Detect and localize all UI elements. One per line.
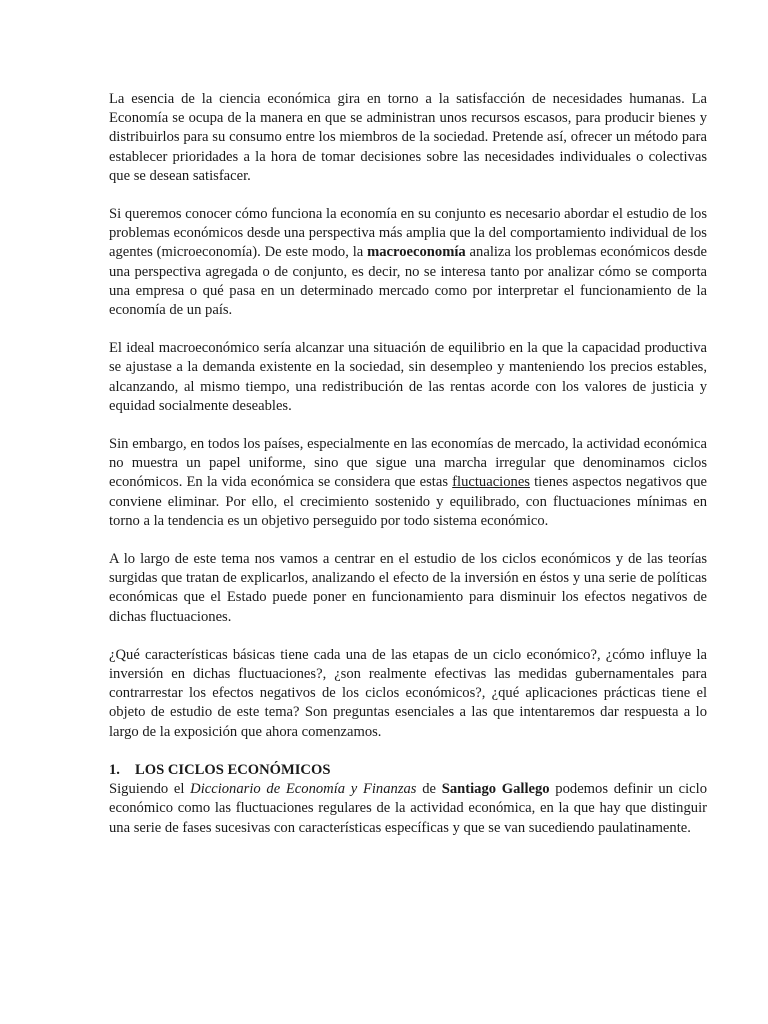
section-heading: [109, 761, 707, 780]
paragraph-intro: [109, 90, 707, 186]
paragraph-topic-scope: [109, 550, 707, 627]
paragraph-fluctuations-text-b: tienes aspectos negativos que conviene eliminar. Por ello, el crecimiento sostenido y equilibrado, con fluctuaciones mínimas en torno a la tendencia es un objetivo perseguido por todo sistema económico.: [109, 474, 708, 529]
paragraph-fluctuations: [109, 435, 707, 531]
document-page: [109, 90, 707, 857]
paragraph-macroeconomics-text-a: Si queremos conocer cómo funciona la economía en su conjunto es necesario abordar el estudio de los problemas económicos desde una perspectiva más amplia que la del comportamiento individual de los agentes (microeconomía). De este modo, la: [109, 206, 707, 261]
paragraph-topic-scope-text: A lo largo de este tema nos vamos a centrar en el estudio de los ciclos económicos y de las teorías surgidas que tratan de explicarlos, analizando el efecto de la inversión en éstos y una serie de políticas económicas que el Estado puede poner en funcionamiento para disminuir los efectos negativos de dichas fluctuaciones.: [109, 551, 707, 625]
section-title: LOS CICLOS ECONÓMICOS: [135, 761, 331, 778]
paragraph-questions-text: ¿Qué características básicas tiene cada una de las etapas de un ciclo económico?, ¿cómo influye la inversión en dichas fluctuaciones?, ¿son realmente efectivas las medidas gubernamentales para contrarrestar los efectos negativos de los ciclos económicos?, ¿qué aplicaciones prácticas tiene el objeto de estudio de este tema? Son preguntas esenciales a las que intentaremos dar respuesta a lo largo de la exposición que ahora comenzamos.: [109, 646, 707, 740]
paragraph-macroeconomics-text-b: analiza los problemas económicos desde una perspectiva agregada o de conjunto, es decir, no se interesa tanto por analizar cómo se comporta una empresa o qué pasa en un determinado mercado como por interpretar el funcionamiento de la economía de un país.: [109, 244, 708, 319]
paragraph-definition-text-a: Siguiendo el: [109, 781, 191, 798]
book-title: Diccionario de Economía y Finanzas: [190, 781, 417, 798]
paragraph-definition-text-c: podemos definir un ciclo económico como las fluctuaciones regulares de la actividad económica, en la que hay que distinguir una serie de fases sucesivas con características específicas y que se van sucediendo paulatinamente.: [109, 781, 708, 836]
term-fluctuaciones: fluctuaciones: [452, 474, 530, 491]
paragraph-intro-text: La esencia de la ciencia económica gira en torno a la satisfacción de necesidades humanas. La Economía se ocupa de la manera en que se administran unos recursos escasos, para producir bienes y distribuirlos para su consumo entre los miembros de la sociedad. Pretende así, ofrecer un método para establecer prioridades a la hora de tomar decisiones sobre las necesidades individuales o colectivas que se desean satisfacer.: [109, 91, 707, 184]
term-macroeconomia: macroeconomía: [367, 244, 466, 261]
paragraph-macro-ideal-text: El ideal macroeconómico sería alcanzar una situación de equilibrio en la que la capacidad productiva se ajustase a la demanda existente en la sociedad, sin desempleo y manteniendo los precios estables, alcanzando, al mismo tiempo, una redistribución de las rentas acorde con los valores de justicia y equidad socialmente deseables.: [109, 340, 707, 414]
paragraph-questions: [109, 646, 707, 742]
author-name: Santiago Gallego: [441, 781, 550, 798]
paragraph-definition-text-b: de: [416, 781, 442, 798]
paragraph-definition: [109, 780, 707, 838]
paragraph-fluctuations-text-a: Sin embargo, en todos los países, especialmente en las economías de mercado, la actividad económica no muestra un papel uniforme, sino que sigue una marcha irregular que denominamos ciclos económicos. En la vida económica se considera que estas: [109, 436, 707, 491]
paragraph-macroeconomics: [109, 205, 707, 320]
paragraph-macro-ideal: [109, 339, 707, 416]
section-number: 1.: [109, 761, 120, 778]
